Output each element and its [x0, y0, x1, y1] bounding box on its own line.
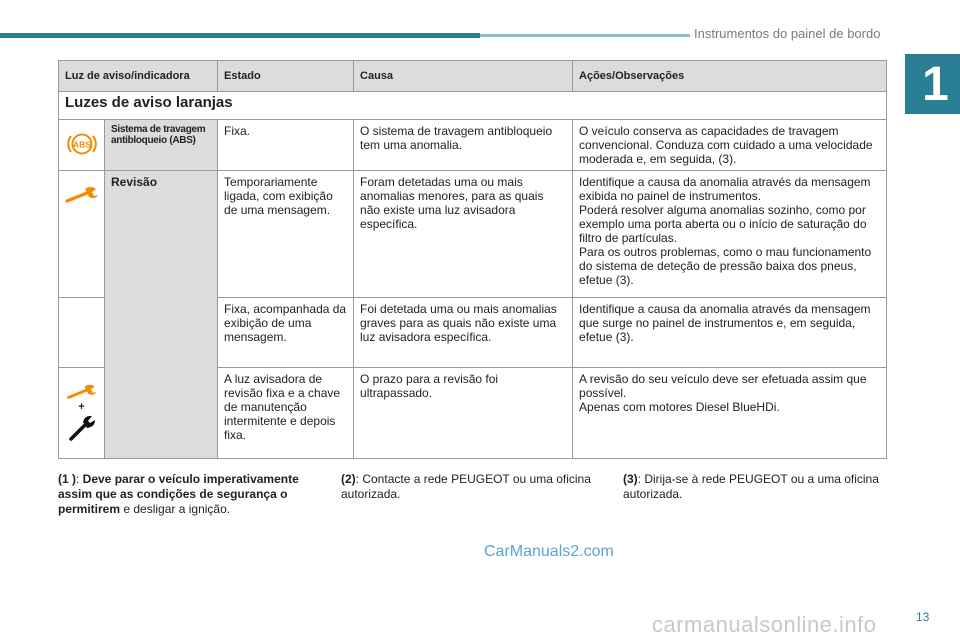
- table-row-abs: [59, 120, 887, 171]
- footnote-1: [58, 472, 320, 517]
- service-cause-3: O prazo para a revisão foi ultrapassado.: [354, 368, 573, 459]
- footnote-3-sep: :: [637, 472, 645, 486]
- section-row: [59, 92, 887, 120]
- service-cause-2: Foi detetada uma ou mais anomalias graves para as quais não existe uma luz avisadora específica.: [354, 298, 573, 368]
- footnote-2-sep: :: [355, 472, 363, 486]
- service-combo-icons: [61, 383, 102, 443]
- service-state-2: Fixa, acompanhada da exibição de uma mensagem.: [218, 298, 354, 368]
- table-row-service-1: [59, 171, 887, 298]
- footnote-2-num: (2): [341, 472, 356, 486]
- table-header-row: [59, 61, 887, 92]
- maintenance-key-icon: [67, 413, 97, 443]
- watermark-link[interactable]: CarManuals2.com: [484, 543, 614, 560]
- service-name: Revisão: [105, 171, 218, 459]
- header-bar-light: [480, 34, 690, 37]
- service-action-3-line-1: A revisão do seu veículo deve ser efetuada assim que possível.: [579, 372, 867, 400]
- abs-warning-icon: [66, 130, 98, 158]
- service-action-1: [573, 171, 887, 298]
- section-title: Luzes de aviso laranjas: [59, 92, 887, 120]
- footnote-3: [623, 472, 885, 502]
- service-action-1-line-2: Poderá resolver alguma anomalias sozinho, como por exemplo uma porta aberta ou o início de saturação do filtro de partículas.: [579, 203, 867, 245]
- abs-cause: O sistema de travagem antibloqueio tem uma anomalia.: [354, 120, 573, 171]
- footnote-1-sep: :: [76, 472, 83, 486]
- bottom-watermark: carmanualsonline.info: [652, 612, 877, 637]
- footnote-2-text: Contacte a rede PEUGEOT ou uma oficina autorizada.: [341, 472, 591, 501]
- footnote-3-num: (3): [623, 472, 638, 486]
- service-action-1-line-3: Para os outros problemas, como o mau funcionamento do sistema de deteção de pressão baixa dos pneus, efetue (3).: [579, 245, 872, 287]
- wrench-icon: [65, 185, 99, 205]
- abs-name: Sistema de travagem antibloqueio (ABS): [105, 120, 218, 171]
- header-bar: [0, 33, 480, 38]
- service-action-2: [573, 298, 887, 368]
- page-number: 13: [916, 610, 930, 624]
- col-header-warning-light: Luz de aviso/indicadora: [59, 61, 218, 92]
- warning-lights-table: [58, 60, 887, 459]
- abs-state: Fixa.: [218, 120, 354, 171]
- plus-sign: +: [78, 401, 85, 413]
- footnote-1-text: e desligar a ignição.: [120, 502, 231, 516]
- abs-icon-label: ABS: [72, 139, 91, 149]
- service-state-3: A luz avisadora de revisão fixa e a chave de manutenção intermitente e depois fixa.: [218, 368, 354, 459]
- chapter-tab: 1: [905, 54, 960, 114]
- col-header-state: Estado: [218, 61, 354, 92]
- header-title: Instrumentos do painel de bordo: [694, 26, 881, 41]
- abs-action: O veículo conserva as capacidades de travagem convencional. Conduza com cuidado a uma velocidade moderada e, em seguida, (3).: [573, 120, 887, 171]
- service-state-1: Temporariamente ligada, com exibição de uma mensagem.: [218, 171, 354, 298]
- footnote-1-bold: Deve parar o veículo imperativamente assim que as condições de segurança o permitirem: [58, 472, 299, 516]
- service-action-3: [573, 368, 887, 459]
- service-action-3-line-2: Apenas com motores Diesel BlueHDi.: [579, 400, 780, 414]
- footnote-3-text: Dirija-se à rede PEUGEOT ou a uma oficina autorizada.: [623, 472, 879, 501]
- col-header-actions: Ações/Observações: [573, 61, 887, 92]
- service-combo-icon-cell: [59, 368, 105, 459]
- service-icon-cell: [59, 171, 105, 298]
- wrench-icon-orange: [65, 383, 99, 401]
- footnote-2: [341, 472, 603, 502]
- service-action-2-line-1: Identifique a causa da anomalia através da mensagem que surge no painel de instrumentos e, em seguida, efetue (3).: [579, 302, 871, 344]
- footnote-1-num: (1 ): [58, 472, 76, 486]
- col-header-cause: Causa: [354, 61, 573, 92]
- service-icon-cell-empty: [59, 298, 105, 368]
- service-cause-1: Foram detetadas uma ou mais anomalias menores, para as quais não existe uma luz avisadora específica.: [354, 171, 573, 298]
- service-action-1-line-1: Identifique a causa da anomalia através da mensagem exibida no painel de instrumentos.: [579, 175, 871, 203]
- abs-icon-cell: [59, 120, 105, 171]
